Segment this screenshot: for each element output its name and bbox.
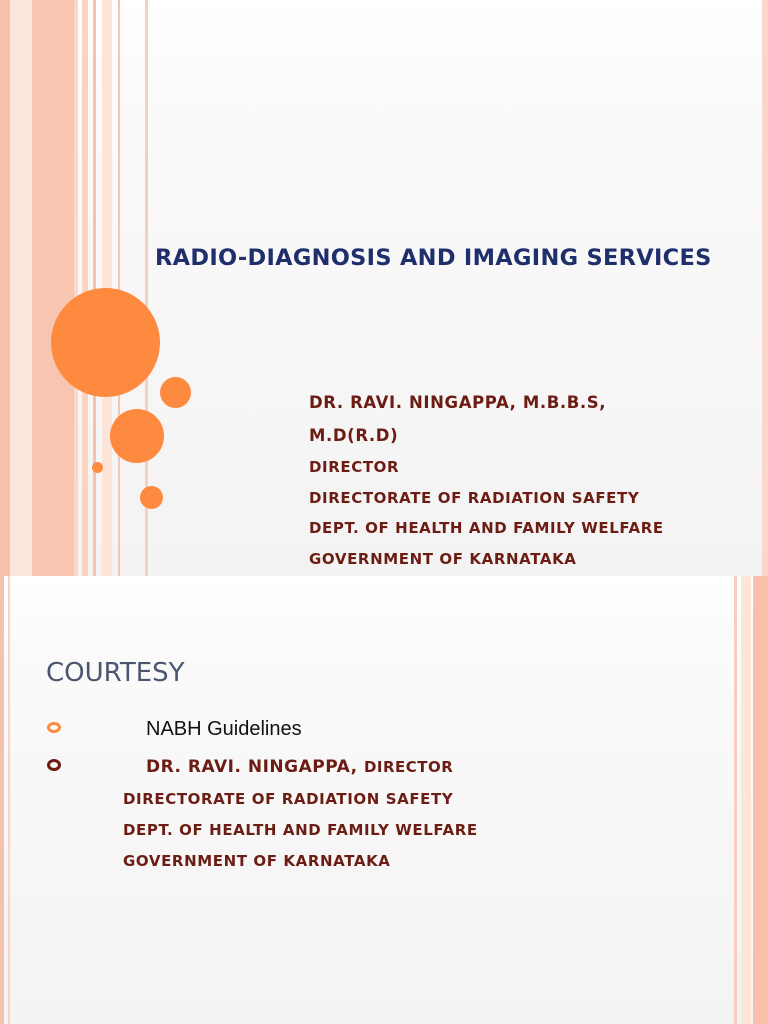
decor-stripe [734,576,737,1024]
sub-line-directorate: DIRECTORATE OF RADIATION SAFETY [123,790,454,808]
author-dept: DEPT. OF HEALTH AND FAMILY WELFARE [309,519,664,537]
decor-stripe [753,576,768,1024]
decor-stripe [741,576,751,1024]
bullet-author-role: DIRECTOR [363,758,454,776]
author-role: DIRECTOR [309,458,400,476]
bullet-author-name: DR. RAVI. NINGAPPA, [146,757,358,777]
decor-stripe [82,0,88,576]
decor-circle [140,486,163,509]
decor-stripe [118,0,120,576]
bullet-item-nabh: NABH Guidelines [146,718,302,740]
decor-circle [160,377,191,408]
decor-circle-large [51,288,160,397]
decor-circle-small [92,462,103,473]
author-govt: GOVERNMENT OF KARNATAKA [309,549,577,568]
bullet-icon [47,759,61,771]
bullet-icon [47,722,61,733]
decor-stripe [762,0,768,576]
decor-stripe [8,576,10,1024]
decor-stripe [32,0,74,576]
author-name: DR. RAVI. NINGAPPA, M.B.B.S, [309,393,607,412]
sub-line-dept: DEPT. OF HEALTH AND FAMILY WELFARE [123,821,478,839]
author-block [309,386,664,574]
decor-stripe [0,0,10,576]
sub-line-govt: GOVERNMENT OF KARNATAKA [123,852,391,870]
decor-stripe [0,576,4,1024]
slide-title: RADIO-DIAGNOSIS AND IMAGING SERVICES [155,245,712,271]
courtesy-slide [0,576,768,1024]
bullet-item-author [146,757,453,777]
author-org: DIRECTORATE OF RADIATION SAFETY [309,488,640,507]
author-degree: M.D(R.D) [309,426,399,445]
courtesy-heading: COURTESY [46,658,185,688]
decor-stripe [10,0,32,576]
decor-stripe [74,0,78,576]
decor-circle [110,409,164,463]
